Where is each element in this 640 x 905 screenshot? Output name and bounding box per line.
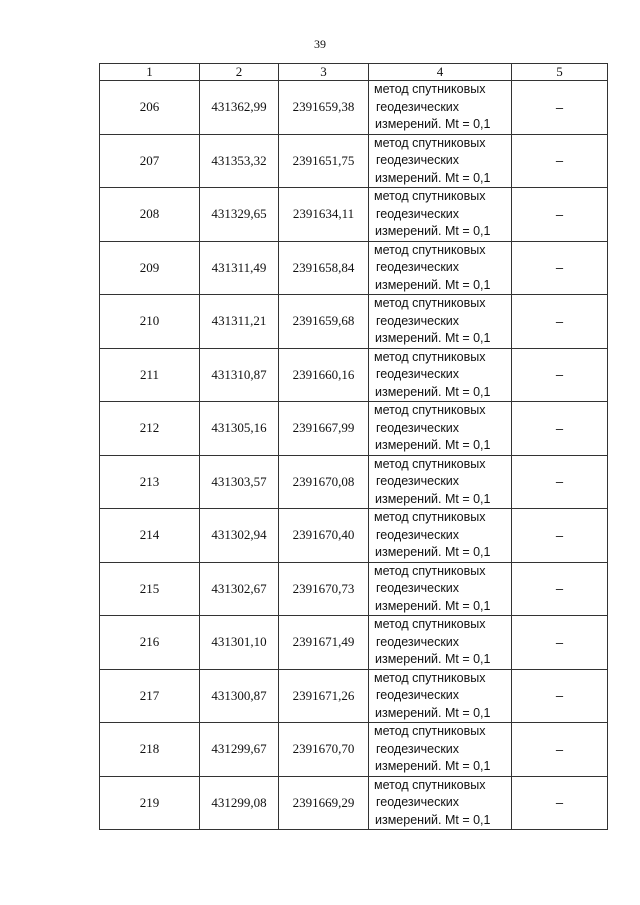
y-coordinate-cell: 2391670,70 — [279, 723, 369, 777]
column-header-4: 4 — [369, 64, 512, 81]
method-line-2: геодезических — [376, 367, 460, 381]
method-line-1: метод спутниковых — [374, 82, 486, 96]
table-row — [100, 241, 608, 295]
note-cell: – — [512, 616, 608, 670]
method-line-2: геодезических — [376, 795, 460, 809]
method-cell — [369, 81, 512, 135]
note-cell: – — [512, 81, 608, 135]
table-row — [100, 455, 608, 509]
method-line-2: геодезических — [376, 581, 460, 595]
point-number-cell: 218 — [100, 723, 200, 777]
method-line-2: геодезических — [376, 260, 460, 274]
method-line-2: геодезических — [376, 527, 460, 542]
y-coordinate-cell: 2391658,84 — [279, 241, 369, 295]
method-line-2: геодезических — [376, 206, 460, 221]
point-number-cell: 214 — [100, 509, 200, 563]
point-number-cell: 209 — [100, 241, 200, 295]
method-cell — [369, 134, 512, 188]
method-line-2: геодезических — [376, 634, 460, 649]
point-number-cell: 208 — [100, 188, 200, 242]
y-coordinate-cell: 2391659,68 — [279, 295, 369, 349]
y-coordinate-cell: 2391651,75 — [279, 134, 369, 188]
method-line-3: измерений. Mt = 0,1 — [375, 652, 491, 666]
method-line-1: метод спутниковых — [374, 617, 486, 631]
note-cell: – — [512, 295, 608, 349]
method-line-2: геодезических — [376, 153, 460, 167]
table-row — [100, 616, 608, 670]
note-cell: – — [512, 455, 608, 509]
table-row — [100, 723, 608, 777]
point-number-cell: 210 — [100, 295, 200, 349]
point-number-cell: 217 — [100, 669, 200, 723]
y-coordinate-cell: 2391634,11 — [279, 188, 369, 242]
x-coordinate-cell: 431302,94 — [200, 509, 279, 563]
table-header-row — [100, 64, 608, 81]
x-coordinate-cell: 431311,49 — [200, 241, 279, 295]
method-line-1: метод спутниковых — [374, 510, 486, 524]
note-cell: – — [512, 669, 608, 723]
table-row — [100, 776, 608, 830]
y-coordinate-cell: 2391667,99 — [279, 402, 369, 456]
method-line-3: измерений. Mt = 0,1 — [375, 384, 491, 399]
x-coordinate-cell: 431362,99 — [200, 81, 279, 135]
x-coordinate-cell: 431311,21 — [200, 295, 279, 349]
column-header-3: 3 — [279, 64, 369, 81]
note-cell: – — [512, 402, 608, 456]
method-line-2: геодезических — [376, 474, 460, 488]
page-number: 39 — [314, 37, 326, 51]
y-coordinate-cell: 2391659,38 — [279, 81, 369, 135]
method-line-1: метод спутниковых — [374, 563, 486, 578]
x-coordinate-cell: 431299,08 — [200, 776, 279, 830]
x-coordinate-cell: 431310,87 — [200, 348, 279, 402]
method-line-1: метод спутниковых — [374, 296, 486, 310]
point-number-cell: 219 — [100, 776, 200, 830]
point-number-cell: 207 — [100, 134, 200, 188]
table-row — [100, 295, 608, 349]
method-line-3: измерений. Mt = 0,1 — [375, 224, 491, 238]
method-line-2: геодезических — [376, 741, 460, 756]
point-number-cell: 212 — [100, 402, 200, 456]
point-number-cell: 211 — [100, 348, 200, 402]
method-cell — [369, 402, 512, 456]
table-row — [100, 402, 608, 456]
method-line-1: метод спутниковых — [374, 349, 486, 364]
method-line-3: измерений. Mt = 0,1 — [375, 170, 491, 185]
y-coordinate-cell: 2391670,08 — [279, 455, 369, 509]
method-line-1: метод спутниковых — [374, 456, 486, 471]
column-header-1: 1 — [100, 64, 200, 81]
note-cell: – — [512, 188, 608, 242]
note-cell: – — [512, 134, 608, 188]
method-cell — [369, 509, 512, 563]
table-row — [100, 188, 608, 242]
note-cell: – — [512, 562, 608, 616]
method-cell — [369, 241, 512, 295]
method-cell — [369, 348, 512, 402]
method-line-3: измерений. Mt = 0,1 — [375, 438, 491, 452]
method-line-2: геодезических — [376, 99, 460, 114]
x-coordinate-cell: 431303,57 — [200, 455, 279, 509]
method-line-2: геодезических — [376, 313, 460, 328]
point-number-cell: 215 — [100, 562, 200, 616]
method-line-2: геодезических — [376, 688, 460, 702]
x-coordinate-cell: 431299,67 — [200, 723, 279, 777]
method-line-3: измерений. Mt = 0,1 — [375, 759, 491, 773]
method-line-2: геодезических — [376, 420, 460, 435]
column-header-2: 2 — [200, 64, 279, 81]
method-line-1: метод спутниковых — [374, 403, 486, 417]
method-line-3: измерений. Mt = 0,1 — [375, 117, 491, 131]
column-header-5: 5 — [512, 64, 608, 81]
x-coordinate-cell: 431329,65 — [200, 188, 279, 242]
method-cell — [369, 723, 512, 777]
x-coordinate-cell: 431301,10 — [200, 616, 279, 670]
method-line-1: метод спутниковых — [374, 670, 486, 685]
method-cell — [369, 776, 512, 830]
table-row — [100, 562, 608, 616]
method-line-3: измерений. Mt = 0,1 — [375, 277, 491, 292]
point-number-cell: 216 — [100, 616, 200, 670]
method-cell — [369, 455, 512, 509]
y-coordinate-cell: 2391670,73 — [279, 562, 369, 616]
method-line-3: измерений. Mt = 0,1 — [375, 705, 491, 720]
table-body — [100, 81, 608, 830]
table-row — [100, 669, 608, 723]
table-row — [100, 81, 608, 135]
table-row — [100, 348, 608, 402]
method-line-1: метод спутниковых — [374, 724, 486, 738]
y-coordinate-cell: 2391660,16 — [279, 348, 369, 402]
method-line-3: измерений. Mt = 0,1 — [375, 812, 491, 827]
x-coordinate-cell: 431300,87 — [200, 669, 279, 723]
method-line-3: измерений. Mt = 0,1 — [375, 331, 491, 345]
y-coordinate-cell: 2391669,29 — [279, 776, 369, 830]
x-coordinate-cell: 431353,32 — [200, 134, 279, 188]
x-coordinate-cell: 431302,67 — [200, 562, 279, 616]
note-cell: – — [512, 723, 608, 777]
note-cell: – — [512, 776, 608, 830]
method-line-1: метод спутниковых — [374, 777, 486, 792]
method-line-1: метод спутниковых — [374, 242, 486, 257]
method-line-3: измерений. Mt = 0,1 — [375, 598, 491, 613]
note-cell: – — [512, 241, 608, 295]
point-number-cell: 206 — [100, 81, 200, 135]
y-coordinate-cell: 2391670,40 — [279, 509, 369, 563]
table-row — [100, 509, 608, 563]
method-cell — [369, 562, 512, 616]
point-number-cell: 213 — [100, 455, 200, 509]
method-line-1: метод спутниковых — [374, 135, 486, 150]
note-cell: – — [512, 348, 608, 402]
y-coordinate-cell: 2391671,49 — [279, 616, 369, 670]
method-cell — [369, 295, 512, 349]
method-cell — [369, 616, 512, 670]
method-line-3: измерений. Mt = 0,1 — [375, 491, 491, 506]
x-coordinate-cell: 431305,16 — [200, 402, 279, 456]
table-row — [100, 134, 608, 188]
method-line-1: метод спутниковых — [374, 189, 486, 203]
method-cell — [369, 669, 512, 723]
coordinates-table — [99, 63, 608, 830]
method-line-3: измерений. Mt = 0,1 — [375, 545, 491, 559]
y-coordinate-cell: 2391671,26 — [279, 669, 369, 723]
method-cell — [369, 188, 512, 242]
note-cell: – — [512, 509, 608, 563]
